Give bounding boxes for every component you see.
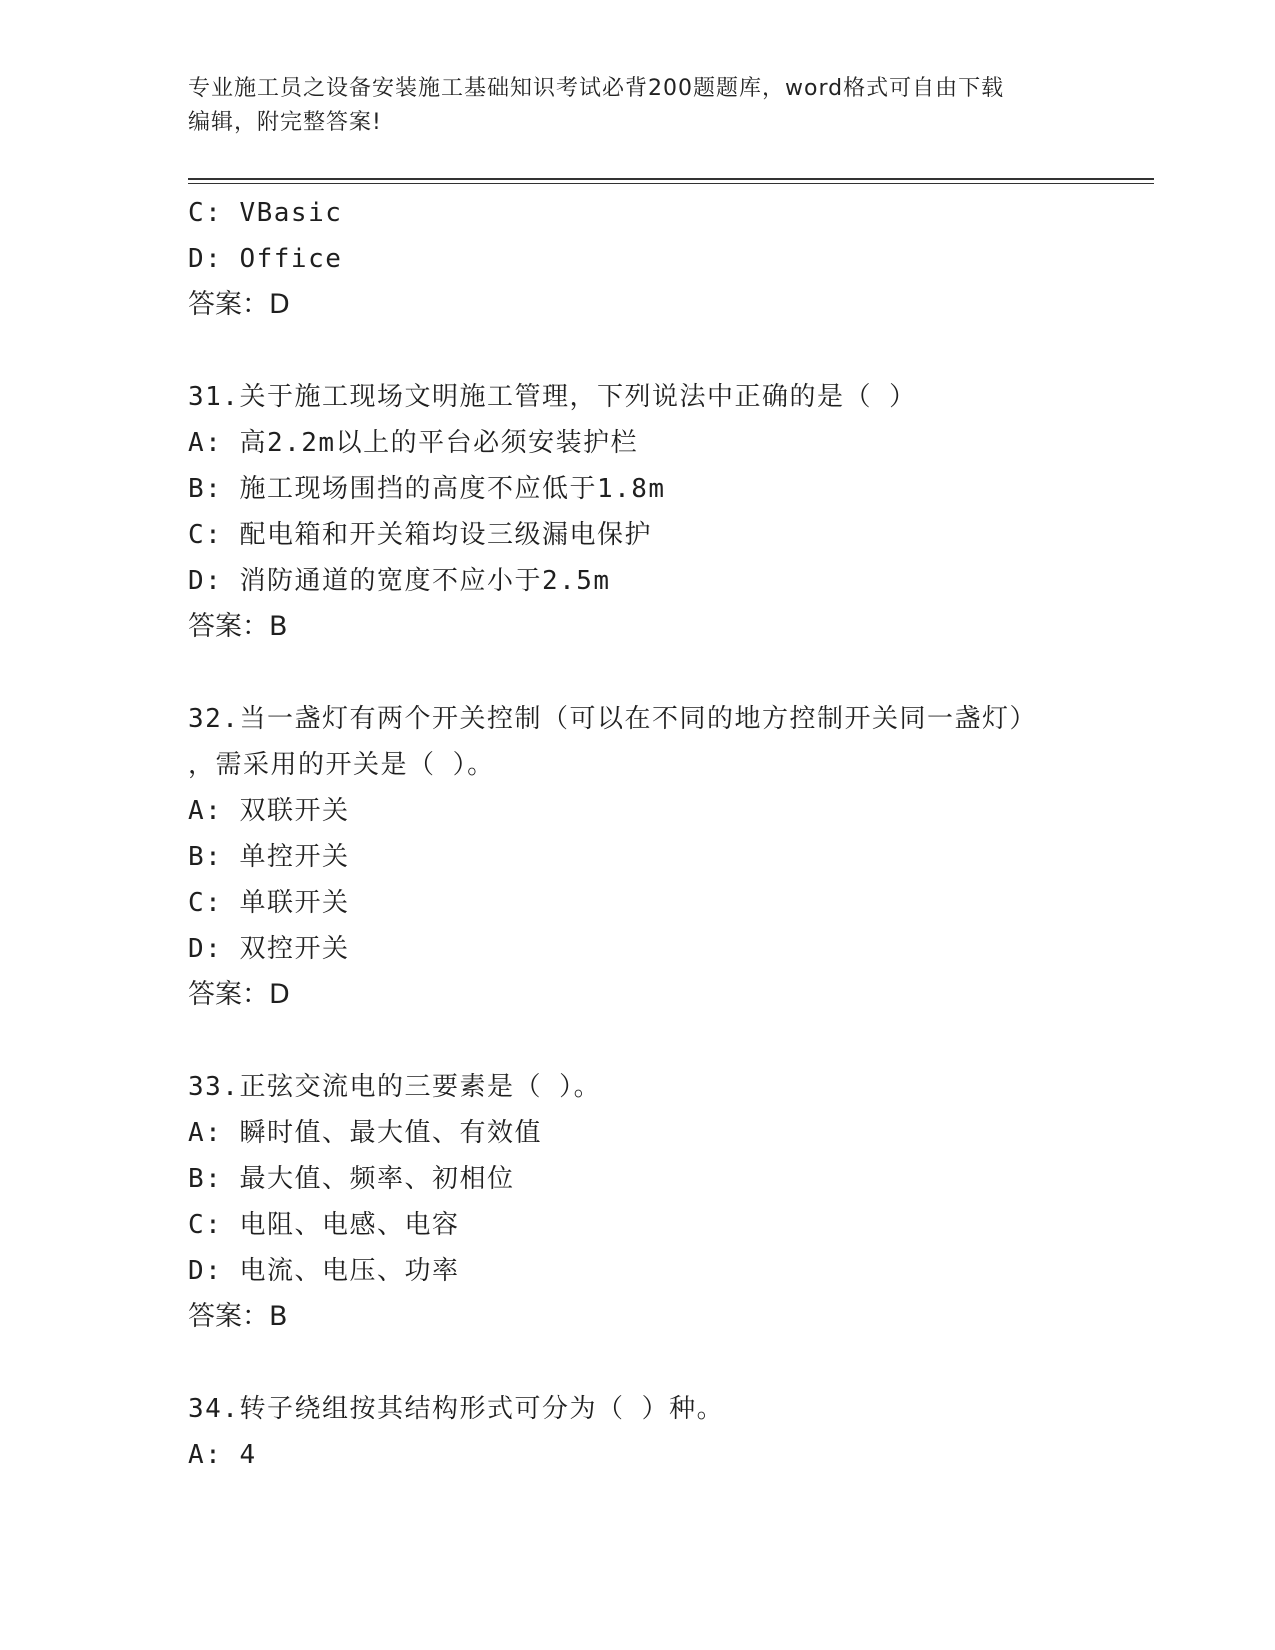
answer-label: 答案：B xyxy=(188,1301,288,1332)
option-a: A: 双联开关 xyxy=(188,796,350,826)
option-b: B: 施工现场围挡的高度不应低于1.8m xyxy=(188,474,666,504)
spacer xyxy=(188,1018,1148,1064)
question-text-line-1: 32.当一盏灯有两个开关控制（可以在不同的地方控制开关同一盏灯） xyxy=(188,704,1037,734)
spacer xyxy=(188,650,1148,696)
option-d: D: 双控开关 xyxy=(188,934,350,964)
question-text: 31.关于施工现场文明施工管理，下列说法中正确的是（ ） xyxy=(188,382,917,412)
answer-label: 答案：D xyxy=(188,979,290,1010)
option-c: C: 单联开关 xyxy=(188,888,350,918)
option-d: D: 消防通道的宽度不应小于2.5m xyxy=(188,566,611,596)
question-block-33 xyxy=(188,1064,1148,1340)
question-block-30-tail xyxy=(188,190,1148,328)
option-a: A: 4 xyxy=(188,1440,257,1470)
option-d: D: Office xyxy=(188,244,343,274)
spacer xyxy=(188,328,1148,374)
header-divider-thin xyxy=(188,183,1154,184)
option-a: A: 瞬时值、最大值、有效值 xyxy=(188,1118,542,1148)
answer-label: 答案：D xyxy=(188,289,290,320)
option-c: C: VBasic xyxy=(188,198,343,228)
question-block-31 xyxy=(188,374,1148,650)
question-text: 34.转子绕组按其结构形式可分为（ ）种。 xyxy=(188,1394,725,1424)
question-text: 33.正弦交流电的三要素是（ ）。 xyxy=(188,1072,602,1102)
header-title-line-1: 专业施工员之设备安装施工基础知识考试必背200题题库，word格式可自由下载 xyxy=(188,76,1005,101)
spacer xyxy=(188,1340,1148,1386)
question-list xyxy=(188,190,1148,1478)
question-block-34 xyxy=(188,1386,1148,1478)
option-c: C: 电阻、电感、电容 xyxy=(188,1210,460,1240)
header-title-line-2: 编辑，附完整答案! xyxy=(188,110,382,135)
option-d: D: 电流、电压、功率 xyxy=(188,1256,460,1286)
document-header xyxy=(188,72,1088,140)
option-b: B: 单控开关 xyxy=(188,842,350,872)
question-block-32 xyxy=(188,696,1148,1018)
option-b: B: 最大值、频率、初相位 xyxy=(188,1164,515,1194)
answer-label: 答案：B xyxy=(188,611,288,642)
question-text-line-2: ，需采用的开关是（ ）。 xyxy=(188,750,495,780)
option-a: A: 高2.2m以上的平台必须安装护栏 xyxy=(188,428,639,458)
header-divider-thick xyxy=(188,178,1154,180)
option-c: C: 配电箱和开关箱均设三级漏电保护 xyxy=(188,520,652,550)
